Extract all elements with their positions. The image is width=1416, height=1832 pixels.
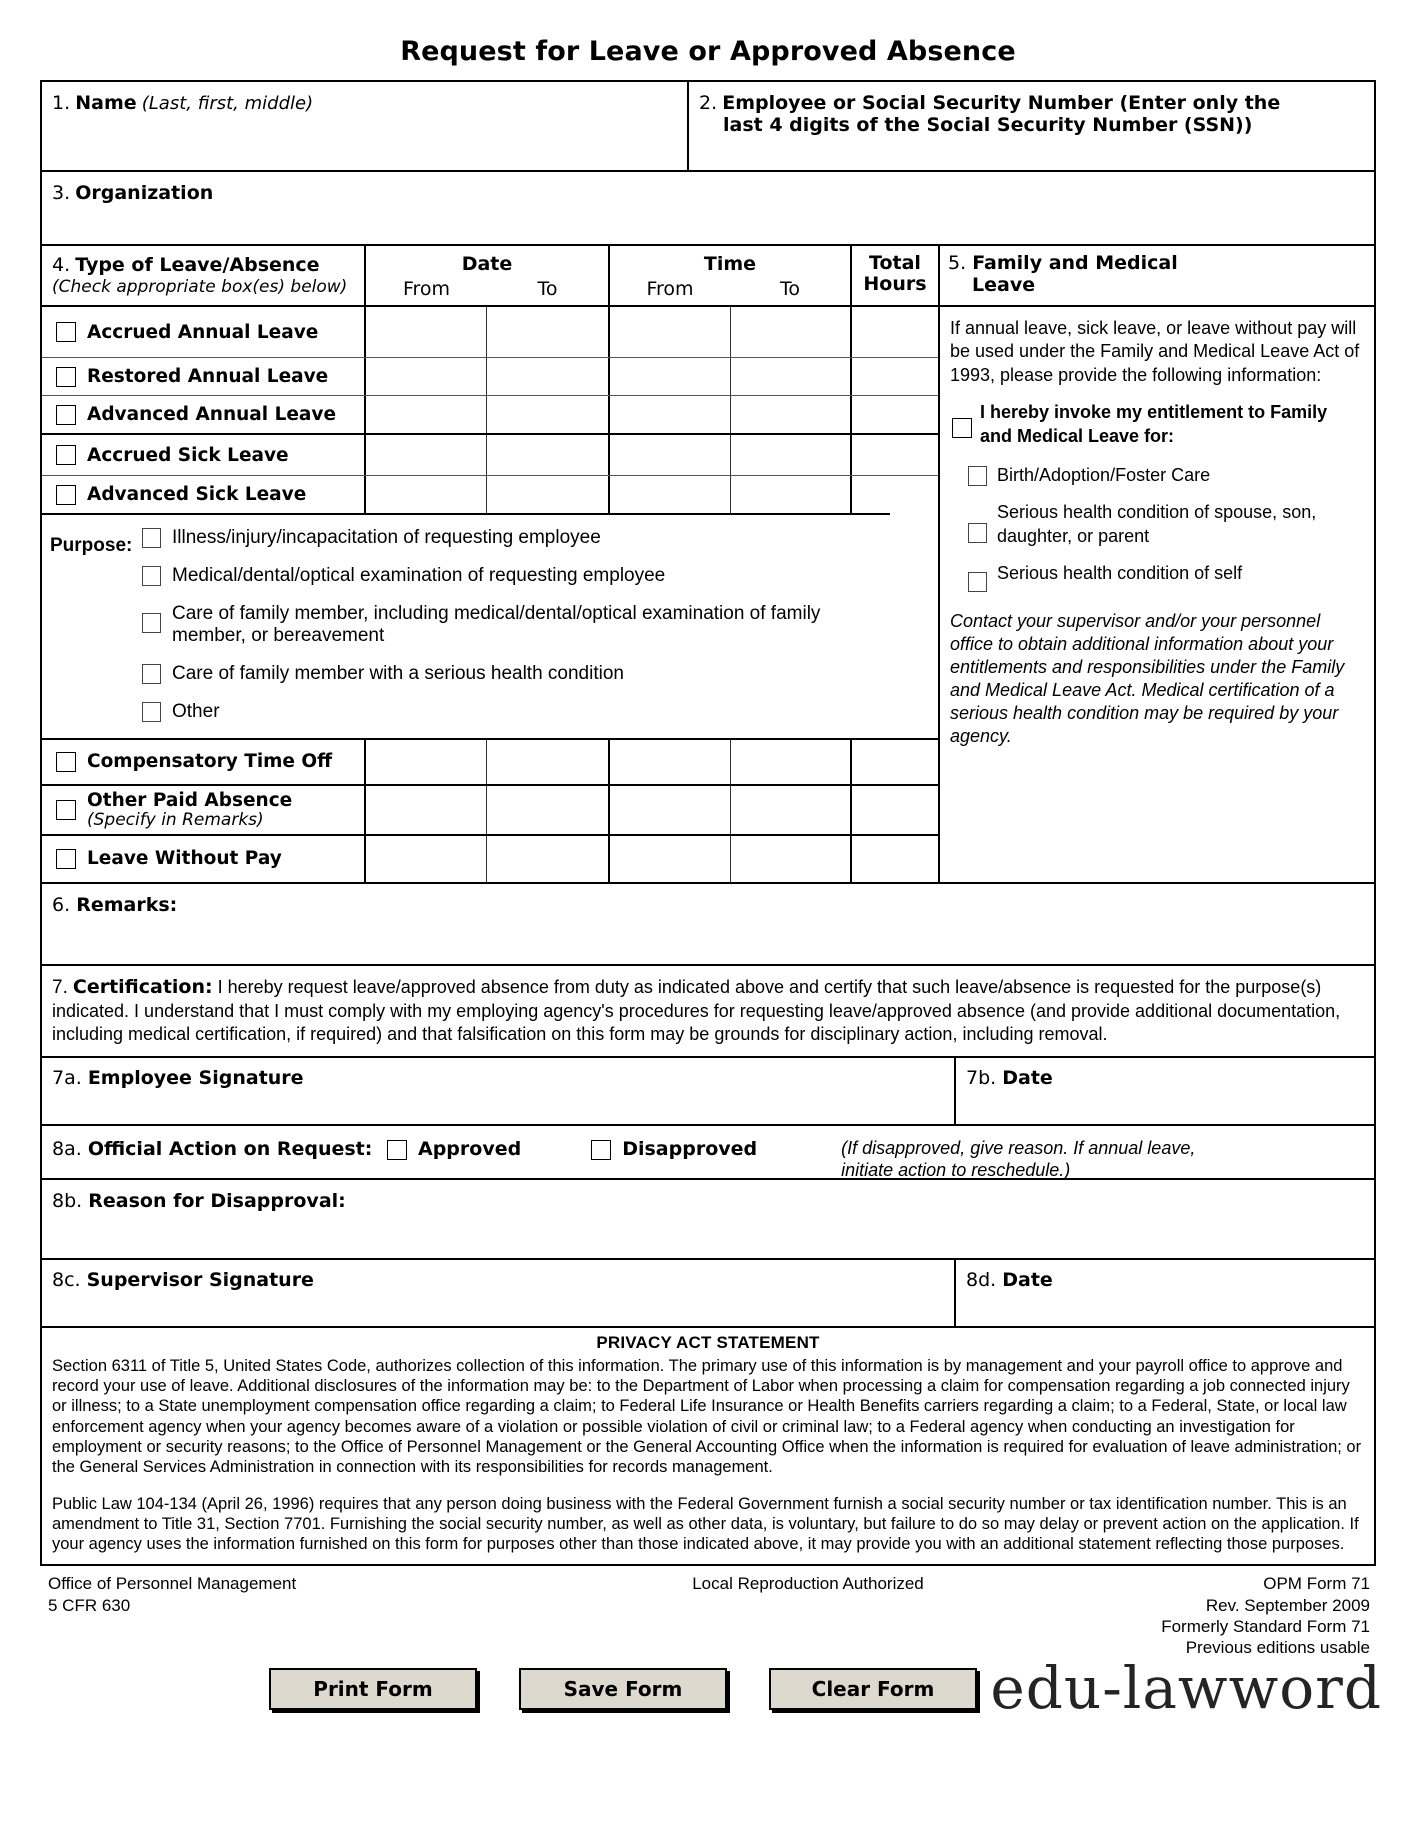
- section5-label-line1: Family and Medical: [972, 252, 1178, 274]
- fml-invoke-row[interactable]: [952, 401, 1364, 448]
- time-header: Time: [703, 253, 757, 275]
- section5-header: [938, 246, 1374, 305]
- leave-label-spec: (Specify in Remarks): [87, 809, 264, 830]
- supervisor-signature-number: 8c.: [52, 1269, 81, 1292]
- certification-label: Certification:: [72, 975, 213, 998]
- footer-agency-line2: 5 CFR 630: [48, 1595, 131, 1615]
- fml-option-birth[interactable]: [968, 464, 1364, 487]
- checkbox-purpose-medical-exam[interactable]: [142, 566, 161, 586]
- checkbox-fml-self-health[interactable]: [968, 572, 987, 592]
- leave-type-other-paid[interactable]: [42, 786, 364, 834]
- date-to-header: To: [537, 278, 558, 300]
- employee-date-label: Date: [1002, 1067, 1053, 1090]
- checkbox-other-paid-absence[interactable]: [56, 800, 76, 820]
- reason-number: 8b.: [52, 1190, 83, 1213]
- reason-label: Reason for Disapproval:: [88, 1190, 346, 1213]
- fml-option-label: Serious health condition of self: [997, 563, 1243, 584]
- certification-row: [42, 964, 1374, 1056]
- employee-signature-label: Employee Signature: [87, 1067, 304, 1090]
- leave-row: [42, 357, 938, 395]
- remarks-label: Remarks:: [76, 893, 178, 916]
- purpose-item-label: Medical/dental/optical examination of requesting employee: [172, 564, 666, 586]
- disapproval-note: [841, 1138, 1195, 1181]
- form-frame: [40, 80, 1376, 1566]
- privacy-paragraph-1: Section 6311 of Title 5, United States Code, authorizes collection of this information. The primary use of this information is by management and your payroll office to approve and record your use of leave. Additional disclosures of the information may be: to the Department of Labor when processing a claim for compensation regarding a job connected injury or illness; to a State unemployment compensation office regarding a claim; to Federal Life Insurance or Health Benefits carriers regarding a claim; to a Federal, State, or local law enforcement agency when your agency becomes aware of a violation or possible violation of civil or criminal law; to a Federal agency when conducting an investigation for employment or security reasons; to the Office of Personnel Management or the General Accounting Office when the information is required for evaluation of leave administration; or the General Services Administration in connection with its responsibilities for records management.: [52, 1357, 1362, 1476]
- leave-label: Leave Without Pay: [87, 848, 282, 870]
- date-to-cell[interactable]: [486, 476, 608, 513]
- purpose-item-care-family[interactable]: [142, 603, 890, 649]
- leave-label: Compensatory Time Off: [87, 751, 333, 773]
- privacy-paragraph-2: Public Law 104-134 (April 26, 1996) requires that any person doing business with the Federal Government furnish a social security number or tax identification number. This is an amendment to Title 31, Section 7701. Furnishing the social security number, as well as other data, is voluntary, but failure to do so may delay or prevent action on the application. If your agency uses the information furnished on this form for purposes other than those indicated above, it may provide you with an additional statement reflecting those purposes.: [52, 1494, 1359, 1554]
- checkbox-leave-without-pay[interactable]: [56, 849, 76, 869]
- date-from-cell[interactable]: [364, 786, 486, 834]
- time-from-cell[interactable]: [608, 740, 730, 784]
- fml-option-label: Serious health condition of spouse, son, daughter, or parent: [997, 502, 1317, 546]
- certification-number: 7.: [52, 976, 68, 998]
- purpose-item-label: Other: [172, 700, 220, 722]
- privacy-act-section: [42, 1326, 1374, 1566]
- leave-type-header: [42, 246, 364, 305]
- date-to-cell[interactable]: [486, 786, 608, 834]
- leave-table-header: [42, 244, 1374, 305]
- section5-number: 5.: [948, 252, 967, 274]
- leave-type-comp-time[interactable]: [42, 740, 364, 784]
- time-from-cell[interactable]: [608, 358, 730, 395]
- time-from-cell[interactable]: [608, 476, 730, 513]
- checkbox-approved[interactable]: [387, 1140, 407, 1160]
- page-title: Request for Leave or Approved Absence: [400, 36, 1016, 67]
- date-from-cell[interactable]: [364, 307, 486, 357]
- leave-row: [42, 395, 938, 433]
- disapproval-note-line1: (If disapproved, give reason. If annual leave,: [841, 1138, 1196, 1159]
- leave-type-advanced-sick[interactable]: [42, 476, 364, 513]
- leave-type-advanced-annual[interactable]: [42, 396, 364, 433]
- ssn-label-line2: last 4 digits of the Social Security Number (SSN)): [723, 114, 1253, 136]
- time-from-cell[interactable]: [608, 435, 730, 475]
- form-footer: [40, 1566, 1382, 1723]
- purpose-section: [42, 513, 890, 738]
- footer-agency: [40, 1573, 540, 1658]
- print-form-button[interactable]: Print Form: [269, 1668, 477, 1710]
- family-medical-leave-body: [938, 307, 1374, 882]
- time-to-header: To: [779, 278, 800, 300]
- time-from-cell[interactable]: [608, 836, 730, 882]
- time-from-header: From: [646, 278, 694, 300]
- certification-block: [42, 966, 1374, 1056]
- purpose-item-medical-exam[interactable]: [142, 565, 890, 588]
- field-ssn[interactable]: [687, 82, 1374, 170]
- checkbox-compensatory-time-off[interactable]: [56, 752, 76, 772]
- footer-previous-editions: Previous editions usable: [1185, 1638, 1370, 1658]
- annual-leave-group: [42, 307, 938, 433]
- checkbox-advanced-sick-leave[interactable]: [56, 485, 76, 505]
- leave-label: Accrued Sick Leave: [87, 444, 289, 466]
- purpose-item-label: Care of family member with a serious health condition: [172, 663, 624, 685]
- employee-signature-row: [42, 1056, 1374, 1124]
- time-to-cell[interactable]: [730, 396, 850, 433]
- leave-type-restored-annual[interactable]: [42, 358, 364, 395]
- time-to-cell[interactable]: [730, 358, 850, 395]
- ssn-number: 2.: [699, 92, 718, 114]
- section4-number: 4.: [52, 254, 71, 276]
- date-from-cell[interactable]: [364, 740, 486, 784]
- total-hours-line1: Total: [869, 252, 921, 274]
- fml-intro-text: If annual leave, sick leave, or leave without pay will be used under the Family and Medical Leave Act of 1993, please provide the following information:: [950, 318, 1360, 385]
- reason-disapproval-row: [42, 1178, 1374, 1258]
- leave-row: [42, 738, 938, 784]
- time-from-cell[interactable]: [608, 396, 730, 433]
- fml-option-label: Birth/Adoption/Foster Care: [997, 464, 1211, 485]
- form-action-buttons: [40, 1668, 1376, 1710]
- sick-leave-group: [42, 433, 938, 513]
- disapproved-label: Disapproved: [622, 1138, 758, 1161]
- leave-label: Restored Annual Leave: [87, 366, 329, 387]
- supervisor-date-number: 8d.: [966, 1269, 997, 1292]
- leave-row: [42, 834, 938, 882]
- field-organization[interactable]: [42, 172, 1374, 244]
- time-to-cell[interactable]: [730, 476, 850, 513]
- date-from-cell[interactable]: [364, 476, 486, 513]
- approved-label: Approved: [418, 1138, 522, 1161]
- save-form-button[interactable]: Save Form: [519, 1668, 727, 1710]
- leave-row: [42, 784, 938, 834]
- leave-row: [42, 435, 938, 475]
- field-remarks[interactable]: [42, 884, 1374, 964]
- time-from-cell[interactable]: [608, 307, 730, 357]
- total-hours-cell[interactable]: [850, 786, 938, 834]
- total-hours-cell[interactable]: [850, 358, 938, 395]
- date-to-cell[interactable]: [486, 358, 608, 395]
- footer-form-revision: Rev. September 2009: [1205, 1595, 1370, 1615]
- watermark: edu-lawword: [990, 1654, 1382, 1723]
- fml-option-spouse[interactable]: [968, 501, 1364, 548]
- name-ssn-row: [42, 82, 1374, 170]
- checkbox-purpose-other[interactable]: [142, 702, 161, 722]
- official-action-row: [42, 1124, 1374, 1178]
- remarks-number: 6.: [52, 893, 71, 916]
- leave-and-fml-body: [42, 305, 1374, 882]
- checkbox-purpose-care-family[interactable]: [142, 613, 161, 633]
- footer-reproduction-notice: Local Reproduction Authorized: [692, 1574, 924, 1594]
- purpose-label: Purpose:: [50, 535, 133, 556]
- date-to-cell[interactable]: [486, 836, 608, 882]
- privacy-act-title: PRIVACY ACT STATEMENT: [596, 1333, 820, 1353]
- org-label: Organization: [75, 182, 214, 204]
- footer-top-line: [40, 1566, 1376, 1658]
- leave-label: Advanced Annual Leave: [87, 404, 336, 425]
- fml-invoke-text: I hereby invoke my entitlement to Family and Medical Leave for:: [980, 402, 1328, 446]
- checkbox-fml-birth-adoption[interactable]: [968, 466, 987, 486]
- checkbox-advanced-annual-leave[interactable]: [56, 405, 76, 425]
- date-to-cell[interactable]: [486, 396, 608, 433]
- total-hours-cell[interactable]: [850, 435, 938, 475]
- supervisor-signature-row: [42, 1258, 1374, 1326]
- leave-label: Advanced Sick Leave: [87, 484, 307, 505]
- date-from-header: From: [402, 278, 451, 300]
- name-hint: (Last, first, middle): [141, 93, 314, 114]
- date-from-cell[interactable]: [364, 396, 486, 433]
- date-header-group: [364, 246, 608, 305]
- field-supervisor-signature[interactable]: [42, 1260, 954, 1326]
- ssn-label-line1: Employee or Social Security Number (Enter only the: [722, 92, 1281, 114]
- employee-signature-number: 7a.: [52, 1067, 82, 1090]
- footer-form-number: OPM Form 71: [1263, 1574, 1370, 1594]
- total-hours-cell[interactable]: [850, 396, 938, 433]
- fml-note-text: Contact your supervisor and/or your personnel office to obtain additional information about your entitlements and responsibilities under the Family and Medical Leave Act. Medical certification of a serious health condition may be required by your agency.: [950, 611, 1345, 747]
- date-from-cell[interactable]: [364, 435, 486, 475]
- date-from-cell[interactable]: [364, 358, 486, 395]
- leave-label: Other Paid Absence: [87, 789, 293, 811]
- field-supervisor-date[interactable]: [954, 1260, 1374, 1326]
- total-hours-cell[interactable]: [850, 836, 938, 882]
- leave-type-lwop[interactable]: [42, 836, 364, 882]
- checkbox-invoke-fml[interactable]: [952, 418, 972, 438]
- total-hours-cell[interactable]: [850, 307, 938, 357]
- checkbox-fml-spouse-health[interactable]: [968, 523, 987, 543]
- total-hours-header: [850, 246, 938, 305]
- org-number: 3.: [52, 182, 71, 204]
- name-label: Name: [75, 92, 137, 114]
- date-header: Date: [461, 253, 513, 275]
- checkbox-disapproved[interactable]: [591, 1140, 611, 1160]
- supervisor-date-label: Date: [1002, 1269, 1053, 1292]
- checkbox-restored-annual-leave[interactable]: [56, 367, 76, 387]
- field-employee-date[interactable]: [954, 1058, 1374, 1124]
- leave-label: Accrued Annual Leave: [87, 321, 319, 343]
- time-from-cell[interactable]: [608, 786, 730, 834]
- purpose-item-label: Care of family member, including medical/dental/optical examination of family member, or bereavement: [172, 602, 821, 647]
- official-action-number: 8a.: [52, 1138, 82, 1161]
- organization-row: [42, 170, 1374, 244]
- name-number: 1.: [52, 92, 71, 114]
- field-reason-disapproval[interactable]: [42, 1180, 1374, 1258]
- supervisor-signature-label: Supervisor Signature: [86, 1269, 314, 1292]
- time-header-group: [608, 246, 850, 305]
- date-to-cell[interactable]: [486, 307, 608, 357]
- time-to-cell[interactable]: [730, 786, 850, 834]
- time-to-cell[interactable]: [730, 740, 850, 784]
- time-to-cell[interactable]: [730, 435, 850, 475]
- leave-row: [42, 475, 938, 513]
- clear-form-button[interactable]: Clear Form: [769, 1668, 977, 1710]
- remarks-row: [42, 882, 1374, 964]
- total-hours-cell[interactable]: [850, 476, 938, 513]
- checkbox-purpose-serious-health[interactable]: [142, 664, 161, 684]
- time-to-cell[interactable]: [730, 307, 850, 357]
- purpose-item-illness[interactable]: [142, 527, 890, 550]
- section5-label-line2: Leave: [972, 273, 1036, 296]
- section4-sublabel: (Check appropriate box(es) below): [52, 277, 348, 297]
- total-hours-cell[interactable]: [850, 740, 938, 784]
- section4-label: Type of Leave/Absence: [75, 254, 320, 276]
- leave-row: [42, 307, 938, 357]
- disapproval-note-line2: initiate action to reschedule.): [841, 1159, 1071, 1180]
- checkbox-accrued-annual-leave[interactable]: [56, 322, 76, 342]
- footer-formerly-sf71: Formerly Standard Form 71: [1161, 1616, 1370, 1636]
- certification-text: I hereby request leave/approved absence from duty as indicated above and certify that such leave/absence is requested for the purpose(s) indicated. I understand that I must comply with my employing agency's procedures for requesting leave/approved absence (and provide additional documentation, including medical certification, if required) and that falsification on this form may be grounds for disciplinary action, including removal.: [52, 976, 1341, 1045]
- purpose-item-other[interactable]: [142, 701, 890, 724]
- date-to-cell[interactable]: [486, 435, 608, 475]
- official-action-label-group: [42, 1138, 387, 1160]
- footer-agency-line1: Office of Personnel Management: [48, 1574, 297, 1594]
- purpose-item-serious-health[interactable]: [142, 663, 890, 686]
- leave-left-column: [42, 307, 938, 882]
- footer-form-info: [1046, 1573, 1376, 1658]
- option-disapproved[interactable]: [591, 1138, 757, 1160]
- date-from-cell[interactable]: [364, 836, 486, 882]
- leave-type-accrued-sick[interactable]: [42, 435, 364, 475]
- leave-type-accrued-annual[interactable]: [42, 307, 364, 357]
- field-name[interactable]: [42, 82, 687, 170]
- checkbox-purpose-illness[interactable]: [142, 528, 161, 548]
- fml-option-self[interactable]: [968, 562, 1364, 592]
- field-employee-signature[interactable]: [42, 1058, 954, 1124]
- official-action-label: Official Action on Request:: [87, 1138, 373, 1161]
- purpose-item-label: Illness/injury/incapacitation of requesting employee: [172, 527, 601, 548]
- total-hours-line2: Hours: [863, 273, 927, 296]
- time-to-cell[interactable]: [730, 836, 850, 882]
- option-approved[interactable]: [387, 1138, 521, 1160]
- employee-date-number: 7b.: [966, 1067, 997, 1090]
- checkbox-accrued-sick-leave[interactable]: [56, 445, 76, 465]
- date-to-cell[interactable]: [486, 740, 608, 784]
